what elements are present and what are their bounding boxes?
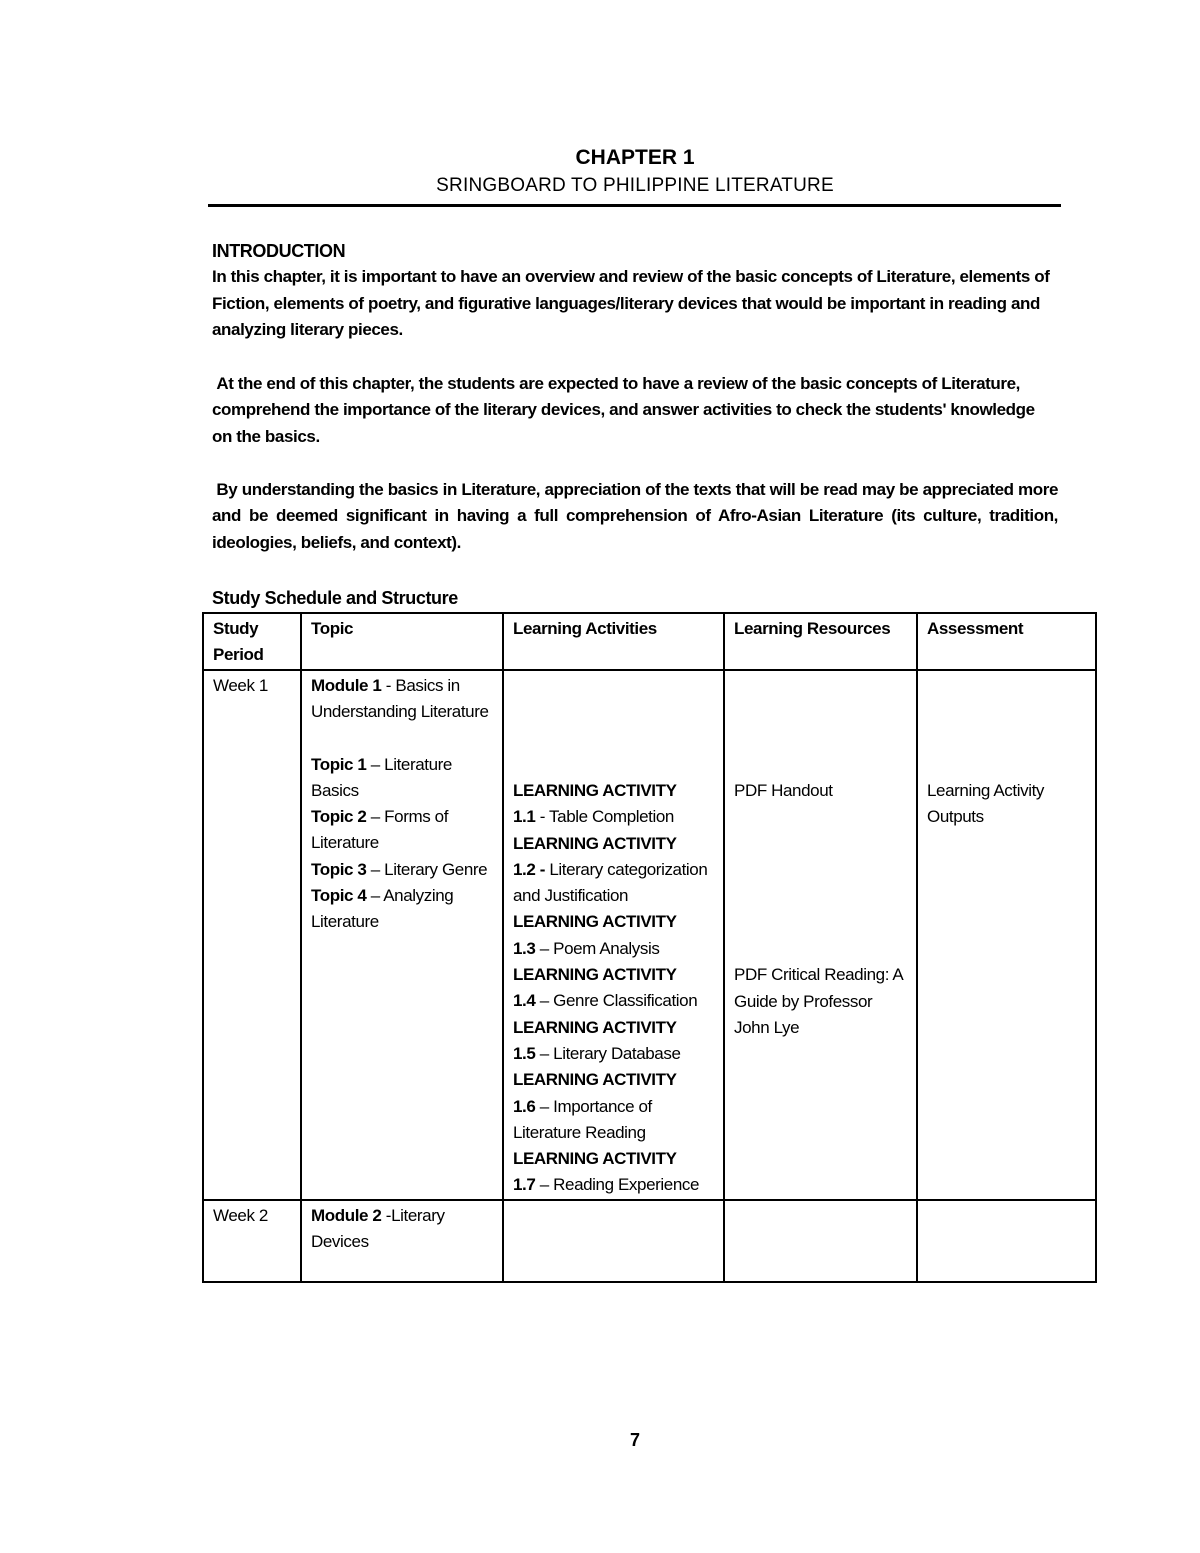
topic-1: Topic 1 – Literature Basics — [311, 754, 452, 800]
page-number: 7 — [629, 1430, 640, 1450]
column-header-learning-activities: Learning Activities — [503, 613, 724, 670]
learning-activity-1-5: LEARNING ACTIVITY 1.5 – Literary Database — [513, 1017, 681, 1063]
study-schedule-table — [202, 612, 1097, 1283]
learning-activity-1-1: LEARNING ACTIVITY 1.1 - Table Completion — [513, 781, 677, 827]
cell-week-1-resources — [724, 670, 917, 1200]
learning-activity-1-2: LEARNING ACTIVITY 1.2 - Literary categorization and Justification — [513, 833, 708, 906]
topic-4: Topic 4 – Analyzing Literature — [311, 886, 454, 932]
resource-pdf-critical-reading: PDF Critical Reading: A Guide by Professor John Lye — [734, 965, 903, 1037]
topic-3: Topic 3 – Literary Genre — [311, 859, 488, 879]
chapter-subtitle: SRINGBOARD TO PHILIPPINE LITERATURE — [436, 175, 834, 196]
cell-week-1-topic — [301, 670, 503, 1200]
cell-week-2-activities — [503, 1200, 724, 1282]
column-header-learning-resources: Learning Resources — [724, 613, 917, 670]
column-header-assessment: Assessment — [917, 613, 1096, 670]
topic-2: Topic 2 – Forms of Literature — [311, 807, 449, 853]
introduction-heading: INTRODUCTION — [212, 241, 346, 261]
table-header-row — [203, 613, 1096, 670]
title-divider — [208, 204, 1061, 207]
cell-week-1-assessment — [917, 670, 1096, 1200]
intro-paragraph-1: In this chapter, it is important to have an overview and review of the basic concepts of Literature, elements of Fiction, elements of poetry, and figurative languages/literary devices that would be important in reading and analyzing literary pieces. — [212, 267, 1050, 339]
intro-paragraph-2-block — [212, 371, 1058, 450]
cell-week-2-topic — [301, 1200, 503, 1282]
cell-week-2-resources — [724, 1200, 917, 1282]
module-2-title: Module 2 -Literary Devices — [311, 1205, 445, 1252]
column-header-topic: Topic — [301, 613, 503, 670]
cell-week-1-activities — [503, 670, 724, 1200]
learning-activity-1-3: LEARNING ACTIVITY 1.3 – Poem Analysis — [513, 912, 677, 958]
intro-paragraph-3: By understanding the basics in Literature, appreciation of the texts that will be read may be appreciated more and be deemed significant in having a full comprehension of Afro-Asian Literature (its culture, tradition, ideologies, beliefs, and context). — [212, 480, 1063, 552]
column-header-study-period: Study Period — [203, 613, 301, 670]
learning-activity-1-6: LEARNING ACTIVITY 1.6 – Importance of Literature Reading — [513, 1070, 677, 1142]
cell-week-2-assessment — [917, 1200, 1096, 1282]
module-1-title: Module 1 - Basics in Understanding Literature — [311, 676, 489, 722]
intro-paragraph-3-block — [212, 477, 1063, 556]
introduction-section — [212, 238, 1058, 343]
table-row-week-2 — [203, 1200, 1096, 1282]
schedule-heading: Study Schedule and Structure — [212, 588, 458, 608]
cell-week-2-period: Week 2 — [203, 1200, 301, 1282]
learning-activity-1-4: LEARNING ACTIVITY 1.4 – Genre Classification — [513, 965, 698, 1011]
intro-paragraph-2: At the end of this chapter, the students are expected to have a review of the basic concepts of Literature, comprehend the importance of the literary devices, and answer activities to check the students' knowledge on the basics. — [212, 374, 1040, 446]
table-row-week-1 — [203, 670, 1096, 1200]
assessment-learning-activity-outputs: Learning Activity Outputs — [927, 781, 1044, 827]
learning-activity-1-7: LEARNING ACTIVITY 1.7 – Reading Experience — [513, 1149, 700, 1195]
resource-pdf-handout: PDF Handout — [734, 781, 833, 800]
cell-week-1-period: Week 1 — [203, 670, 301, 1200]
chapter-title: CHAPTER 1 — [575, 146, 695, 169]
